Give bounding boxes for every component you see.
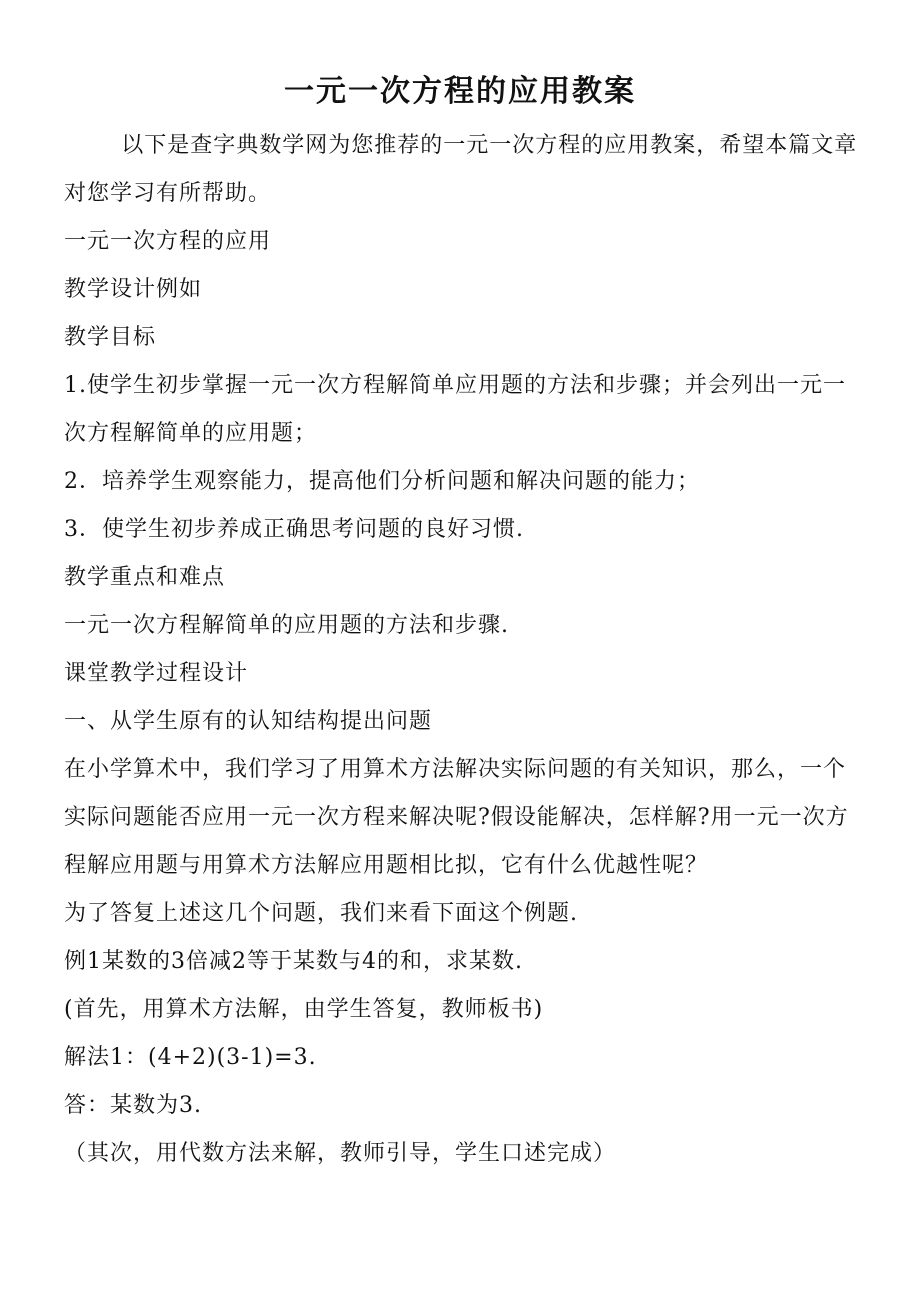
answer-1: 答：某数为3. bbox=[64, 1093, 202, 1118]
section-heading-application: 一元一次方程的应用 bbox=[64, 229, 272, 254]
subsection-heading-1: 一、从学生原有的认知结构提出问题 bbox=[64, 709, 433, 734]
objective-1: 1.使学生初步掌握一元一次方程解简单应用题的方法和步骤；并会列出一元一次方程解简单的应用题； bbox=[64, 373, 846, 446]
introduction-question-paragraph: 在小学算术中，我们学习了用算术方法解决实际问题的有关知识，那么，一个实际问题能否应用一元一次方程来解决呢?假设能解决，怎样解?用一元一次方程解应用题与用算术方法解应用题相比拟，它有什么优越性呢？ bbox=[64, 757, 849, 878]
example-1: 例1某数的3倍减2等于某数与4的和，求某数. bbox=[64, 949, 523, 974]
section-heading-process: 课堂教学过程设计 bbox=[64, 661, 249, 686]
document-body bbox=[64, 122, 864, 1178]
solution-1: 解法1：(4+2)(3-1)=3. bbox=[64, 1045, 317, 1070]
objective-2: 2．培养学生观察能力，提高他们分析问题和解决问题的能力； bbox=[64, 469, 700, 494]
section-heading-objectives: 教学目标 bbox=[64, 325, 157, 350]
key-points-text: 一元一次方程解简单的应用题的方法和步骤. bbox=[64, 613, 509, 638]
arithmetic-method-note: (首先，用算术方法解，由学生答复，教师板书) bbox=[64, 997, 544, 1022]
algebra-method-note: （其次，用代数方法来解，教师引导，学生口述完成） bbox=[64, 1141, 617, 1166]
document-title: 一元一次方程的应用教案 bbox=[284, 74, 636, 109]
example-lead-in: 为了答复上述这几个问题，我们来看下面这个例题. bbox=[64, 901, 578, 926]
objective-3: 3．使学生初步养成正确思考问题的良好习惯. bbox=[64, 517, 524, 542]
section-heading-key-points: 教学重点和难点 bbox=[64, 565, 226, 590]
intro-paragraph: 以下是查字典数学网为您推荐的一元一次方程的应用教案，希望本篇文章对您学习有所帮助。 bbox=[64, 133, 858, 206]
section-heading-design: 教学设计例如 bbox=[64, 277, 203, 302]
